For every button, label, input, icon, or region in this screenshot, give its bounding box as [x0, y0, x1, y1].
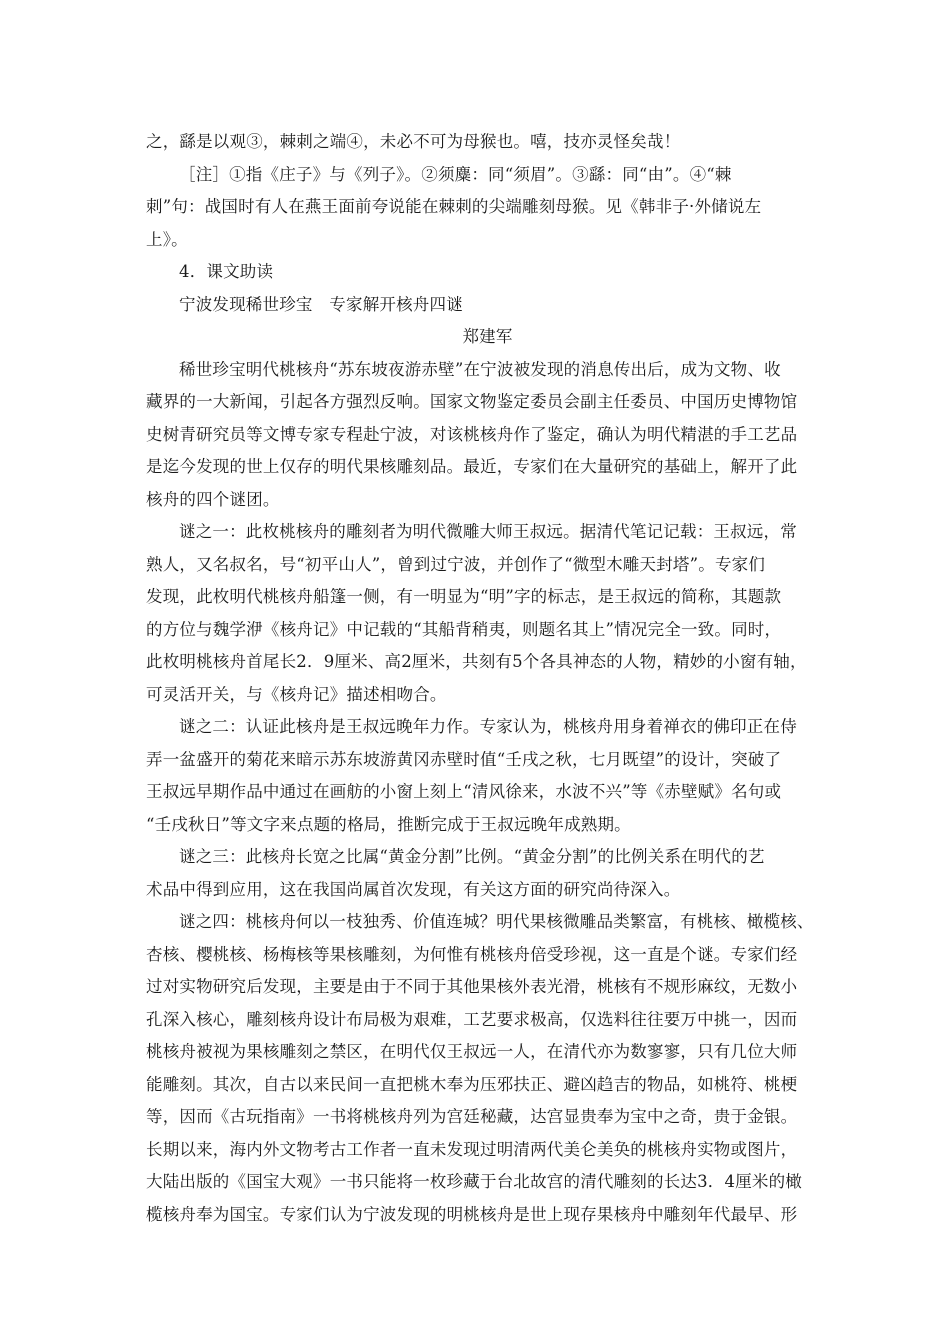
- text-line: 之，繇是以观③，棘刺之端④，未必不可为母猴也。嘻，技亦灵怪矣哉！: [146, 132, 681, 151]
- text-line: 弄一盆盛开的菊花来暗示苏东坡游黄冈赤壁时值“壬戌之秋，七月既望”的设计，突破了: [146, 749, 782, 769]
- text-line: 宁波发现稀世珍宝 专家解开核舟四谜: [179, 294, 463, 314]
- text-line: 刺”句：战国时有人在燕王面前夸说能在棘刺的尖端雕刻母猴。见《韩非子·外储说左: [146, 197, 762, 216]
- text-line: 榄核舟奉为国宝。专家们认为宁波发现的明桃核舟是世上现存果核舟中雕刻年代最早、形: [146, 1204, 798, 1224]
- text-line: 孔深入核心，雕刻核舟设计布局极为艰难，工艺要求极高，仅选料往往要万中挑一，因而: [146, 1009, 798, 1029]
- text-line: 大陆出版的《国宝大观》一书只能将一枚珍藏于台北故宫的清代雕刻的长达3．4厘米的橄: [146, 1172, 802, 1191]
- text-line: 藏界的一大新闻，引起各方强烈反响。国家文物鉴定委员会副主任委员、中国历史博物馆: [146, 392, 798, 411]
- text-line: 是迄今发现的世上仅存的明代果核雕刻品。最近，专家们在大量研究的基础上，解开了此: [146, 457, 798, 476]
- text-line: 谜之一：此枚桃核舟的雕刻者为明代微雕大师王叔远。据清代笔记记载：王叔远，常: [179, 522, 797, 541]
- text-line: 4．课文助读: [179, 262, 274, 281]
- text-line: 过对实物研究后发现，主要是由于不同于其他果核外表光滑，桃核有不规形麻纹，无数小: [146, 977, 798, 996]
- text-line: 王叔远早期作品中通过在画舫的小窗上刻上“清风徐来，水波不兴”等《赤壁赋》名句或: [146, 782, 782, 801]
- document-page: [146, 126, 814, 1231]
- text-line: 桃核舟被视为果核雕刻之禁区，在明代仅王叔远一人，在清代亦为数寥寥，只有几位大师: [146, 1042, 798, 1061]
- text-line: 可灵活开关，与《核舟记》描述相吻合。: [146, 684, 447, 704]
- author-line: 郑建军: [462, 327, 513, 346]
- text-line: 谜之二：认证此核舟是王叔远晚年力作。专家认为，桃核舟用身着禅衣的佛印正在侍: [179, 717, 797, 736]
- text-line: 的方位与魏学洢《核舟记》中记载的“其船背稍夷，则题名其上”情况完全一致。同时，: [146, 619, 782, 639]
- text-line: 此枚明桃核舟首尾长2．9厘米、高2厘米，共刻有5个各具神态的人物，精妙的小窗有轴，: [146, 652, 807, 671]
- text-line: 谜之三：此核舟长宽之比属“黄金分割”比例。“黄金分割”的比例关系在明代的艺: [179, 847, 765, 866]
- text-line: 长期以来，海内外文物考古工作者一直未发现过明清两代美仑美奂的桃核舟实物或图片，: [146, 1139, 798, 1159]
- text-line: 发现，此枚明代桃核舟船篷一侧，有一明显为“明”字的标志，是王叔远的简称，其题款: [146, 587, 782, 606]
- text-line: 史树青研究员等文博专家专程赴宁波，对该桃核舟作了鉴定，确认为明代精湛的手工艺品: [146, 424, 798, 444]
- text-line: 上》。: [146, 229, 188, 249]
- text-line: “壬戌秋日”等文字来点题的格局，推断完成于王叔远晚年成熟期。: [146, 814, 631, 834]
- text-line: 核舟的四个谜团。: [146, 489, 280, 509]
- text-line: 稀世珍宝明代桃核舟“苏东坡夜游赤壁”在宁波被发现的消息传出后，成为文物、收: [179, 359, 781, 379]
- text-line: 熟人，又名叔名，号“初平山人”，曾到过宁波，并创作了“微型木雕天封塔”。专家们: [146, 554, 766, 574]
- text-line: 杏核、樱桃核、杨梅核等果核雕刻，为何惟有桃核舟倍受珍视，这一直是个谜。专家们经: [146, 944, 798, 964]
- text-line: ［注］①指《庄子》与《列子》。②须麋：同“须眉”。③繇：同“由”。④“棘: [179, 164, 732, 184]
- text-line: 等，因而《古玩指南》一书将桃核舟列为宫廷秘藏，达宫显贵奉为宝中之奇，贵于金银。: [146, 1107, 798, 1126]
- text-line: 谜之四：桃核舟何以一枝独秀、价值连城？明代果核微雕品类繁富，有桃核、橄榄核、: [179, 912, 814, 931]
- text-line: 术品中得到应用，这在我国尚属首次发现，有关这方面的研究尚待深入。: [146, 879, 681, 899]
- text-line: 能雕刻。其次，自古以来民间一直把桃木奉为压邪扶正、避凶趋吉的物品，如桃符、桃梗: [146, 1074, 798, 1094]
